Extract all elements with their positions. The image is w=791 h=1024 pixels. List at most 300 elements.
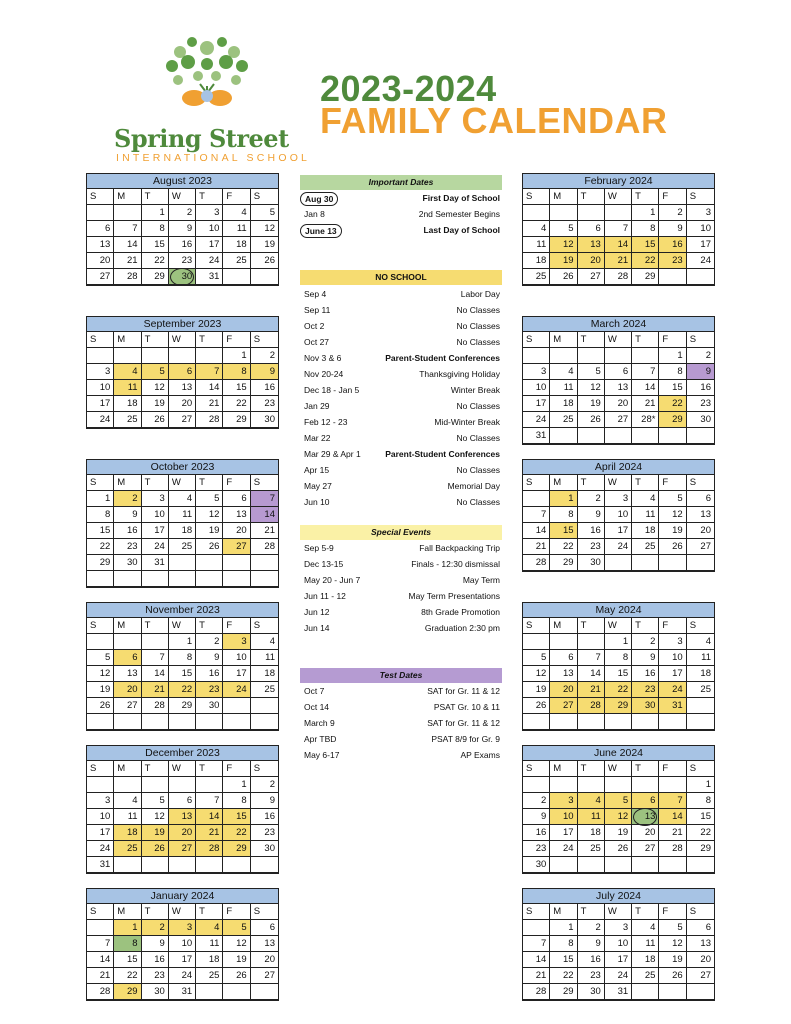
day-cell: 6 — [687, 491, 714, 507]
day-cell: 25 — [523, 269, 550, 285]
month-calendar — [522, 602, 715, 731]
day-cell: 24 — [605, 968, 632, 984]
day-cell: 2 — [632, 634, 659, 650]
weekday-header: S — [523, 475, 550, 491]
day-cell: 3 — [87, 793, 114, 809]
event-row — [304, 495, 500, 510]
empty-day-cell — [114, 571, 141, 587]
day-cell: 5 — [578, 364, 605, 380]
weekday-header: S — [523, 618, 550, 634]
day-cell: 22 — [169, 682, 196, 698]
empty-day-cell — [142, 634, 169, 650]
day-cell: 20 — [605, 396, 632, 412]
day-cell: 17 — [550, 825, 577, 841]
day-cell: 24 — [550, 841, 577, 857]
day-cell: 12 — [251, 221, 278, 237]
day-cell: 18 — [114, 825, 141, 841]
day-cell: 23 — [196, 682, 223, 698]
weekday-header: T — [196, 618, 223, 634]
day-cell: 27 — [87, 269, 114, 285]
empty-day-cell — [114, 777, 141, 793]
event-date: Sep 5-9 — [304, 543, 334, 553]
day-cell: 6 — [114, 650, 141, 666]
empty-day-cell — [114, 714, 141, 730]
day-cell: 25 — [114, 841, 141, 857]
weekday-header: W — [169, 332, 196, 348]
event-description: SAT for Gr. 11 & 12 — [427, 718, 500, 728]
day-cell: 5 — [523, 650, 550, 666]
day-cell: 7 — [251, 491, 278, 507]
weekday-header: F — [659, 904, 686, 920]
day-cell: 4 — [550, 364, 577, 380]
day-cell: 10 — [687, 221, 714, 237]
weekday-header: W — [169, 618, 196, 634]
day-cell: 28* — [632, 412, 659, 428]
empty-day-cell — [605, 428, 632, 444]
weekday-header: T — [632, 761, 659, 777]
weekday-header: S — [687, 761, 714, 777]
event-description: Mid-Winter Break — [434, 417, 500, 427]
day-cell: 5 — [87, 650, 114, 666]
day-cell: 8 — [605, 650, 632, 666]
day-cell: 29 — [223, 841, 250, 857]
event-row — [304, 191, 500, 206]
weekday-header: M — [114, 475, 141, 491]
day-cell: 1 — [632, 205, 659, 221]
school-subtitle: INTERNATIONAL SCHOOL — [116, 152, 311, 164]
day-cell: 21 — [114, 253, 141, 269]
day-cell: 21 — [196, 396, 223, 412]
day-cell: 1 — [223, 348, 250, 364]
empty-day-cell — [87, 920, 114, 936]
day-cell: 14 — [523, 952, 550, 968]
event-row — [304, 319, 500, 334]
day-cell: 24 — [659, 682, 686, 698]
day-cell: 22 — [142, 253, 169, 269]
month-calendar — [86, 173, 279, 286]
day-cell: 13 — [87, 237, 114, 253]
weekday-header: T — [632, 189, 659, 205]
day-cell: 14 — [523, 523, 550, 539]
empty-day-cell — [251, 555, 278, 571]
day-cell: 30 — [687, 412, 714, 428]
school-name: Spring Street — [114, 124, 289, 153]
day-cell: 16 — [114, 523, 141, 539]
day-cell: 25 — [550, 412, 577, 428]
empty-day-cell — [550, 348, 577, 364]
day-cell: 10 — [605, 507, 632, 523]
empty-day-cell — [550, 205, 577, 221]
empty-day-cell — [523, 491, 550, 507]
day-cell: 14 — [659, 809, 686, 825]
day-cell: 11 — [523, 237, 550, 253]
weekday-header: T — [142, 332, 169, 348]
day-cell: 26 — [659, 539, 686, 555]
month-calendar — [522, 459, 715, 572]
day-cell: 7 — [578, 650, 605, 666]
event-description: First Day of School — [422, 193, 500, 203]
day-cell: 20 — [251, 952, 278, 968]
day-cell: 21 — [87, 968, 114, 984]
day-cell: 16 — [687, 380, 714, 396]
day-cell: 24 — [87, 412, 114, 428]
day-cell: 13 — [687, 936, 714, 952]
day-cell: 6 — [169, 793, 196, 809]
weekday-header: T — [196, 475, 223, 491]
day-cell: 16 — [578, 523, 605, 539]
day-cell: 18 — [687, 666, 714, 682]
empty-day-cell — [687, 698, 714, 714]
empty-day-cell — [196, 857, 223, 873]
day-cell: 8 — [142, 221, 169, 237]
weekday-header: W — [169, 189, 196, 205]
day-cell: 30 — [523, 857, 550, 873]
orange-leaves-icon — [182, 90, 232, 106]
empty-day-cell — [169, 714, 196, 730]
day-cell: 25 — [251, 682, 278, 698]
event-date: Sep 11 — [304, 305, 331, 315]
empty-day-cell — [87, 777, 114, 793]
day-cell: 3 — [523, 364, 550, 380]
day-cell: 25 — [169, 539, 196, 555]
day-cell: 9 — [251, 793, 278, 809]
day-cell: 25 — [114, 412, 141, 428]
day-cell: 20 — [687, 523, 714, 539]
weekday-header: M — [550, 761, 577, 777]
event-date: Oct 7 — [304, 686, 325, 696]
empty-day-cell — [578, 857, 605, 873]
day-cell: 22 — [632, 253, 659, 269]
day-cell: 3 — [87, 364, 114, 380]
day-cell: 3 — [142, 491, 169, 507]
day-cell: 21 — [659, 825, 686, 841]
day-cell: 23 — [632, 682, 659, 698]
day-cell: 19 — [251, 237, 278, 253]
day-cell: 1 — [687, 777, 714, 793]
weekday-header: T — [578, 904, 605, 920]
day-cell: 17 — [87, 396, 114, 412]
day-cell: 15 — [223, 380, 250, 396]
weekday-header: T — [578, 618, 605, 634]
day-cell: 21 — [251, 523, 278, 539]
day-cell: 15 — [632, 237, 659, 253]
event-row — [304, 447, 500, 462]
day-cell: 2 — [578, 920, 605, 936]
event-row — [304, 573, 500, 588]
weekday-header: M — [114, 904, 141, 920]
day-cell: 25 — [687, 682, 714, 698]
day-cell: 20 — [550, 682, 577, 698]
month-calendar — [86, 459, 279, 588]
day-cell: 30 — [251, 841, 278, 857]
empty-day-cell — [578, 428, 605, 444]
day-cell: 5 — [659, 491, 686, 507]
day-cell: 19 — [659, 523, 686, 539]
empty-day-cell — [632, 777, 659, 793]
day-cell: 25 — [223, 253, 250, 269]
day-cell: 20 — [169, 825, 196, 841]
day-cell: 27 — [632, 841, 659, 857]
weekday-header: M — [550, 904, 577, 920]
day-cell: 3 — [605, 491, 632, 507]
empty-day-cell — [223, 857, 250, 873]
day-cell: 2 — [169, 205, 196, 221]
event-date: Aug 30 — [300, 192, 338, 206]
weekday-header: F — [223, 332, 250, 348]
day-cell: 13 — [169, 380, 196, 396]
day-cell: 14 — [114, 237, 141, 253]
day-cell: 10 — [87, 380, 114, 396]
day-cell: 19 — [142, 396, 169, 412]
day-cell: 6 — [251, 920, 278, 936]
day-cell: 27 — [169, 841, 196, 857]
day-cell: 14 — [196, 380, 223, 396]
event-description: Winter Break — [450, 385, 500, 395]
event-date: Jun 14 — [304, 623, 330, 633]
empty-day-cell — [550, 777, 577, 793]
day-cell: 2 — [251, 777, 278, 793]
day-cell: 8 — [687, 793, 714, 809]
day-cell: 31 — [523, 428, 550, 444]
day-cell: 16 — [578, 952, 605, 968]
month-title: October 2023 — [87, 460, 278, 475]
weekday-header: W — [169, 475, 196, 491]
empty-day-cell — [196, 714, 223, 730]
day-cell: 8 — [550, 507, 577, 523]
day-cell: 26 — [142, 412, 169, 428]
weekday-header: M — [114, 618, 141, 634]
event-date: Mar 22 — [304, 433, 331, 443]
event-row — [304, 383, 500, 398]
day-cell: 7 — [142, 650, 169, 666]
day-cell: 29 — [223, 412, 250, 428]
day-cell: 13 — [251, 936, 278, 952]
empty-day-cell — [196, 348, 223, 364]
event-row — [304, 399, 500, 414]
day-cell: 28 — [523, 555, 550, 571]
day-cell: 31 — [196, 269, 223, 285]
day-cell: 7 — [659, 793, 686, 809]
weekday-header: T — [142, 618, 169, 634]
day-cell: 23 — [687, 396, 714, 412]
weekday-header: T — [578, 761, 605, 777]
day-cell: 4 — [114, 793, 141, 809]
weekday-header: W — [605, 332, 632, 348]
empty-day-cell — [605, 555, 632, 571]
day-cell: 2 — [578, 491, 605, 507]
empty-day-cell — [687, 428, 714, 444]
day-cell: 21 — [523, 539, 550, 555]
event-date: Jun 12 — [304, 607, 330, 617]
day-cell: 5 — [142, 793, 169, 809]
day-cell: 28 — [659, 841, 686, 857]
empty-day-cell — [659, 857, 686, 873]
empty-day-cell — [632, 348, 659, 364]
day-cell: 18 — [550, 396, 577, 412]
day-cell: 23 — [659, 253, 686, 269]
day-cell: 6 — [578, 221, 605, 237]
day-cell: 11 — [687, 650, 714, 666]
day-cell: 10 — [223, 650, 250, 666]
event-row — [304, 716, 500, 731]
day-cell: 17 — [523, 396, 550, 412]
empty-day-cell — [550, 428, 577, 444]
day-cell: 30 — [114, 555, 141, 571]
weekday-header: W — [169, 904, 196, 920]
day-cell: 26 — [87, 698, 114, 714]
day-cell: 28 — [142, 698, 169, 714]
day-cell: 5 — [659, 920, 686, 936]
weekday-header: T — [142, 904, 169, 920]
empty-day-cell — [223, 714, 250, 730]
day-cell: 9 — [659, 221, 686, 237]
day-cell: 4 — [223, 205, 250, 221]
day-cell: 7 — [632, 364, 659, 380]
day-cell: 29 — [142, 269, 169, 285]
day-cell: 29 — [550, 984, 577, 1000]
event-description: No Classes — [456, 433, 500, 443]
weekday-header: M — [114, 189, 141, 205]
day-cell: 26 — [578, 412, 605, 428]
day-cell: 11 — [114, 809, 141, 825]
day-cell: 25 — [196, 968, 223, 984]
tree-canopy-icon — [166, 37, 248, 92]
event-description: Memorial Day — [447, 481, 500, 491]
empty-day-cell — [578, 205, 605, 221]
empty-day-cell — [659, 428, 686, 444]
day-cell: 11 — [550, 380, 577, 396]
month-calendar — [86, 602, 279, 731]
day-cell: 17 — [687, 237, 714, 253]
event-description: 8th Grade Promotion — [421, 607, 500, 617]
day-cell: 3 — [196, 205, 223, 221]
day-cell: 30 — [632, 698, 659, 714]
day-cell: 28 — [251, 539, 278, 555]
day-cell: 9 — [632, 650, 659, 666]
day-cell: 5 — [605, 793, 632, 809]
weekday-header: F — [223, 618, 250, 634]
weekday-header: F — [223, 189, 250, 205]
day-cell: 14 — [142, 666, 169, 682]
day-cell: 19 — [87, 682, 114, 698]
event-description: May Term Presentations — [408, 591, 500, 601]
month-calendar — [522, 888, 715, 1001]
day-cell: 20 — [687, 952, 714, 968]
event-row — [304, 367, 500, 382]
event-date: May 20 - Jun 7 — [304, 575, 361, 585]
weekday-header: S — [687, 618, 714, 634]
day-cell: 18 — [196, 952, 223, 968]
empty-day-cell — [169, 555, 196, 571]
event-description: No Classes — [456, 465, 500, 475]
weekday-header: S — [251, 618, 278, 634]
day-cell: 9 — [687, 364, 714, 380]
day-cell: 16 — [632, 666, 659, 682]
day-cell: 13 — [550, 666, 577, 682]
event-description: PSAT Gr. 10 & 11 — [433, 702, 500, 712]
event-description: AP Exams — [460, 750, 500, 760]
day-cell: 31 — [169, 984, 196, 1000]
day-cell: 22 — [114, 968, 141, 984]
day-cell: 21 — [523, 968, 550, 984]
day-cell: 21 — [142, 682, 169, 698]
day-cell: 18 — [169, 523, 196, 539]
day-cell: 24 — [523, 412, 550, 428]
day-cell: 23 — [523, 841, 550, 857]
weekday-header: W — [605, 904, 632, 920]
month-title: November 2023 — [87, 603, 278, 618]
day-cell: 22 — [550, 968, 577, 984]
day-cell: 9 — [578, 507, 605, 523]
empty-day-cell — [169, 571, 196, 587]
day-cell: 1 — [550, 491, 577, 507]
day-cell: 6 — [169, 364, 196, 380]
day-cell: 21 — [632, 396, 659, 412]
day-cell: 14 — [578, 666, 605, 682]
empty-day-cell — [142, 777, 169, 793]
day-cell: 24 — [142, 539, 169, 555]
empty-day-cell — [87, 714, 114, 730]
day-cell: 30 — [578, 555, 605, 571]
weekday-header: S — [687, 475, 714, 491]
day-cell: 24 — [169, 968, 196, 984]
event-date: Oct 27 — [304, 337, 330, 347]
empty-day-cell — [114, 634, 141, 650]
day-cell: 24 — [687, 253, 714, 269]
day-cell: 22 — [605, 682, 632, 698]
event-row — [304, 684, 500, 699]
weekday-header: S — [87, 189, 114, 205]
day-cell: 27 — [550, 698, 577, 714]
day-cell: 11 — [114, 380, 141, 396]
day-cell: 14 — [605, 237, 632, 253]
event-date: Oct 14 — [304, 702, 330, 712]
empty-day-cell — [659, 555, 686, 571]
event-description: Labor Day — [460, 289, 500, 299]
day-cell: 3 — [169, 920, 196, 936]
empty-day-cell — [687, 984, 714, 1000]
day-cell: 15 — [605, 666, 632, 682]
weekday-header: T — [196, 332, 223, 348]
day-cell: 1 — [223, 777, 250, 793]
day-cell: 2 — [196, 634, 223, 650]
day-cell: 3 — [223, 634, 250, 650]
day-cell: 7 — [523, 936, 550, 952]
day-cell: 29 — [169, 698, 196, 714]
weekday-header: T — [632, 475, 659, 491]
day-cell: 10 — [659, 650, 686, 666]
empty-day-cell — [578, 714, 605, 730]
test-dates-header: Test Dates — [300, 668, 502, 683]
month-title: April 2024 — [523, 460, 714, 475]
weekday-header: M — [550, 189, 577, 205]
weekday-header: F — [659, 761, 686, 777]
weekday-header: M — [550, 475, 577, 491]
day-cell: 12 — [578, 380, 605, 396]
day-cell: 3 — [687, 205, 714, 221]
month-title: July 2024 — [523, 889, 714, 904]
weekday-header: W — [605, 475, 632, 491]
day-cell: 3 — [659, 634, 686, 650]
weekday-header: T — [632, 904, 659, 920]
weekday-header: S — [251, 475, 278, 491]
day-cell: 2 — [659, 205, 686, 221]
day-cell: 21 — [578, 682, 605, 698]
weekday-header: S — [251, 761, 278, 777]
weekday-header: S — [87, 904, 114, 920]
day-cell: 30 — [196, 698, 223, 714]
event-date: Apr 15 — [304, 465, 330, 475]
